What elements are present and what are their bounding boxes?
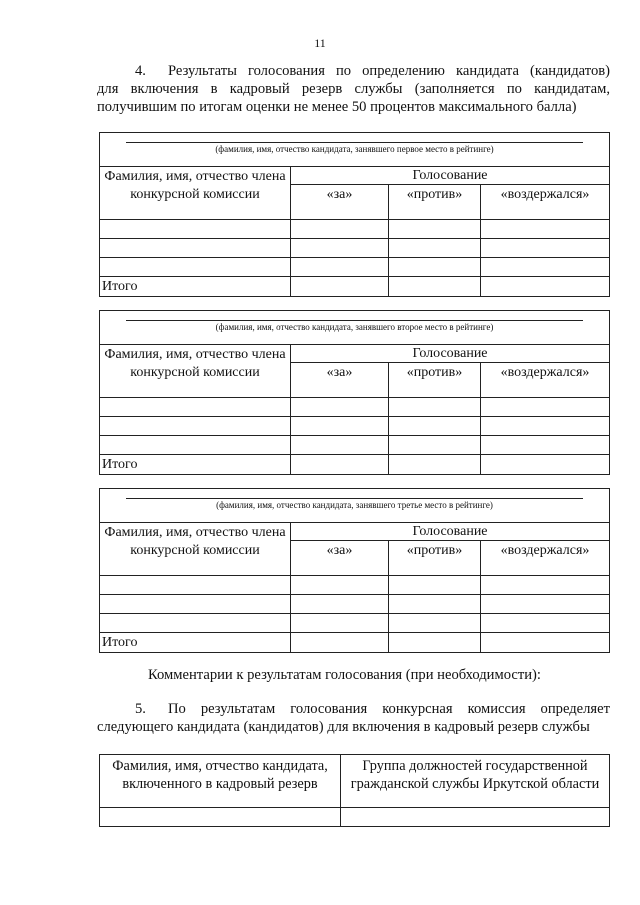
- against-cell[interactable]: [389, 614, 481, 633]
- total-against-cell[interactable]: [389, 277, 481, 297]
- against-cell[interactable]: [389, 576, 481, 595]
- table-row: [100, 258, 610, 277]
- for-cell[interactable]: [291, 398, 389, 417]
- voting-header: Голосование: [291, 523, 610, 541]
- total-for-cell[interactable]: [291, 455, 389, 475]
- abstain-cell[interactable]: [481, 417, 610, 436]
- reserve-table: [99, 754, 610, 827]
- member-cell[interactable]: [100, 595, 291, 614]
- candidate-field[interactable]: [100, 489, 610, 523]
- position-group-header: Группа должностей государственной гражданской службы Иркутской области: [341, 755, 610, 808]
- member-cell[interactable]: [100, 576, 291, 595]
- candidate-name-cell[interactable]: [100, 808, 341, 827]
- member-cell[interactable]: [100, 220, 291, 239]
- against-header: «против»: [389, 185, 481, 220]
- abstain-cell[interactable]: [481, 220, 610, 239]
- table-row: [100, 436, 610, 455]
- voting-header: Голосование: [291, 167, 610, 185]
- section-4-number: 4.: [135, 63, 146, 79]
- for-header: «за»: [291, 185, 389, 220]
- against-header: «против»: [389, 363, 481, 398]
- candidate-field[interactable]: [100, 133, 610, 167]
- member-cell[interactable]: [100, 436, 291, 455]
- member-name-header: Фамилия, имя, отчество члена конкурсной комиссии: [100, 523, 291, 576]
- section-4-text: [97, 62, 610, 116]
- table-row: [100, 595, 610, 614]
- abstain-cell[interactable]: [481, 239, 610, 258]
- against-header: «против»: [389, 541, 481, 576]
- against-cell[interactable]: [389, 239, 481, 258]
- against-cell[interactable]: [389, 398, 481, 417]
- total-label: Итого: [100, 633, 291, 653]
- table-row: [100, 808, 610, 827]
- table-row: [100, 239, 610, 258]
- total-row: [100, 455, 610, 475]
- section-5-line-2: следующего кандидата (кандидатов) для включения в кадровый резерв службы: [97, 719, 590, 735]
- candidate-caption: (фамилия, имя, отчество кандидата, занявшего первое место в рейтинге): [215, 144, 494, 154]
- for-header: «за»: [291, 541, 389, 576]
- total-row: [100, 633, 610, 653]
- candidate-underline: [126, 320, 583, 321]
- total-against-cell[interactable]: [389, 633, 481, 653]
- table-row: [100, 417, 610, 436]
- against-cell[interactable]: [389, 258, 481, 277]
- candidate-underline: [126, 142, 583, 143]
- total-against-cell[interactable]: [389, 455, 481, 475]
- candidate-caption: (фамилия, имя, отчество кандидата, занявшего третье место в рейтинге): [216, 500, 493, 510]
- candidate-caption: (фамилия, имя, отчество кандидата, занявшего второе место в рейтинге): [215, 322, 494, 332]
- abstain-header: «воздержался»: [481, 185, 610, 220]
- section-4-line-1: Результаты голосования по определению кандидата (кандидатов): [168, 63, 610, 79]
- position-group-cell[interactable]: [341, 808, 610, 827]
- member-cell[interactable]: [100, 614, 291, 633]
- for-cell[interactable]: [291, 595, 389, 614]
- total-for-cell[interactable]: [291, 277, 389, 297]
- total-label: Итого: [100, 277, 291, 297]
- total-row: [100, 277, 610, 297]
- abstain-cell[interactable]: [481, 398, 610, 417]
- abstain-cell[interactable]: [481, 436, 610, 455]
- table-row: [100, 220, 610, 239]
- member-cell[interactable]: [100, 398, 291, 417]
- against-cell[interactable]: [389, 220, 481, 239]
- vote-table-third-place: [99, 488, 610, 653]
- total-abstain-cell[interactable]: [481, 633, 610, 653]
- member-name-header: Фамилия, имя, отчество члена конкурсной комиссии: [100, 167, 291, 220]
- abstain-header: «воздержался»: [481, 363, 610, 398]
- vote-table-first-place: [99, 132, 610, 297]
- vote-table-second-place: [99, 310, 610, 475]
- section-4-line-3: получившим по итогам оценки не менее 50 процентов максимального балла): [97, 99, 577, 115]
- for-cell[interactable]: [291, 417, 389, 436]
- for-cell[interactable]: [291, 576, 389, 595]
- abstain-cell[interactable]: [481, 576, 610, 595]
- for-cell[interactable]: [291, 220, 389, 239]
- voting-header: Голосование: [291, 345, 610, 363]
- against-cell[interactable]: [389, 417, 481, 436]
- against-cell[interactable]: [389, 436, 481, 455]
- candidate-underline: [126, 498, 583, 499]
- abstain-cell[interactable]: [481, 595, 610, 614]
- section-5-text: [97, 700, 610, 736]
- candidate-name-header: Фамилия, имя, отчество кандидата, включенного в кадровый резерв: [100, 755, 341, 808]
- for-header: «за»: [291, 363, 389, 398]
- total-label: Итого: [100, 455, 291, 475]
- candidate-field[interactable]: [100, 311, 610, 345]
- for-cell[interactable]: [291, 239, 389, 258]
- for-cell[interactable]: [291, 436, 389, 455]
- section-4-line-2: для включения в кадровый резерв службы (заполняется по кандидатам,: [97, 81, 610, 97]
- page-number: 11: [314, 36, 326, 50]
- total-for-cell[interactable]: [291, 633, 389, 653]
- member-name-header: Фамилия, имя, отчество члена конкурсной комиссии: [100, 345, 291, 398]
- member-cell[interactable]: [100, 258, 291, 277]
- member-cell[interactable]: [100, 239, 291, 258]
- section-5-number: 5.: [135, 701, 146, 717]
- table-row: [100, 614, 610, 633]
- comments-label: Комментарии к результатам голосования (при необходимости):: [148, 667, 541, 683]
- abstain-cell[interactable]: [481, 258, 610, 277]
- abstain-header: «воздержался»: [481, 541, 610, 576]
- for-cell[interactable]: [291, 258, 389, 277]
- abstain-cell[interactable]: [481, 614, 610, 633]
- table-row: [100, 398, 610, 417]
- total-abstain-cell[interactable]: [481, 277, 610, 297]
- member-cell[interactable]: [100, 417, 291, 436]
- for-cell[interactable]: [291, 614, 389, 633]
- table-row: [100, 576, 610, 595]
- total-abstain-cell[interactable]: [481, 455, 610, 475]
- section-5-line-1: По результатам голосования конкурсная комиссия определяет: [168, 701, 610, 717]
- against-cell[interactable]: [389, 595, 481, 614]
